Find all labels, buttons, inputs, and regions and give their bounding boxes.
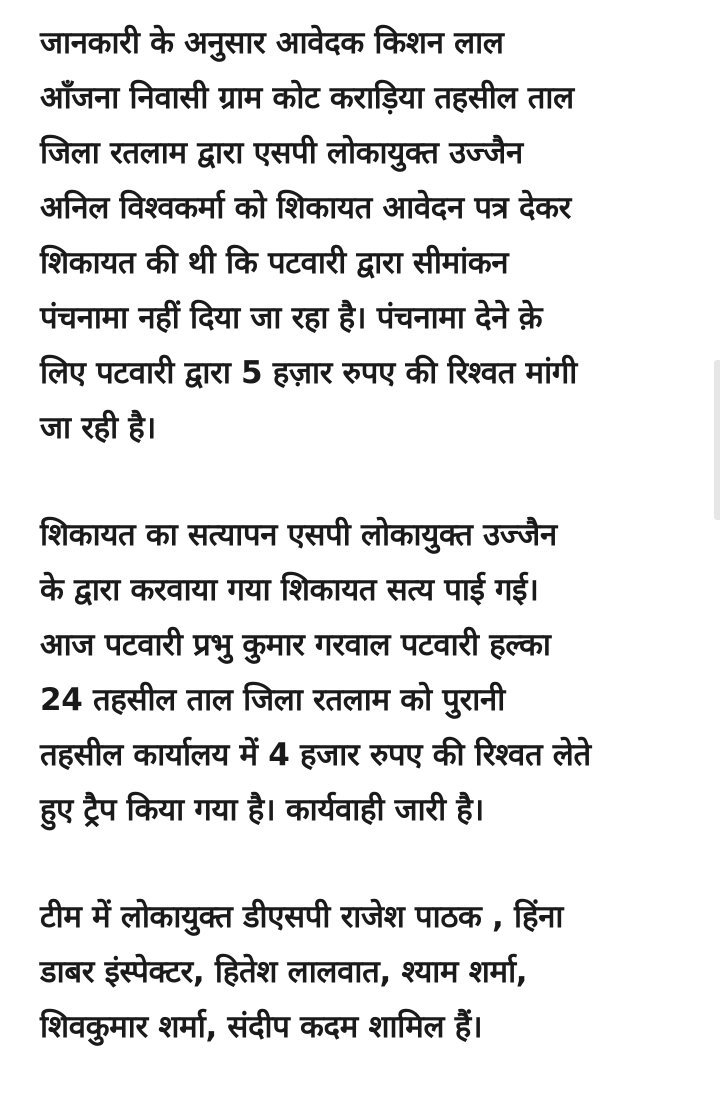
paragraph-line: लिए पटवारी द्वारा 5 हज़ार रुपए की रिश्वत मांगी [40,355,578,391]
paragraph-line: आज पटवारी प्रभु कुमार गरवाल पटवारी हल्का [40,627,551,663]
paragraph-line: शिवकुमार शर्मा, संदीप कदम शामिल हैं। [40,1009,483,1045]
paragraph-line: आँजना निवासी ग्राम कोट कराड़िया तहसील ताल [40,80,574,116]
paragraph-line: शिकायत की थी कि पटवारी द्वारा सीमांकन [40,245,509,281]
paragraph-line: हुए ट्रैप किया गया है। कार्यवाही जारी है। [40,792,484,828]
news-article-body [40,16,690,1055]
scrollbar[interactable] [714,360,720,520]
paragraph-line: जिला रतलाम द्वारा एसपी लोकायुक्त उज्जैन [40,135,523,171]
paragraph-spacer [40,838,690,890]
paragraph-line: 24 तहसील ताल जिला रतलाम को पुरानी [40,682,505,718]
paragraph-line: जानकारी के अनुसार आवेदक किशन लाल [40,25,504,61]
article-paragraph-2 [40,508,690,838]
article-paragraph-1 [40,16,690,456]
paragraph-line: अनिल विश्वकर्मा को शिकायत आवेदन पत्र देकर [40,190,572,226]
article-paragraph-3 [40,890,690,1055]
paragraph-line: तहसील कार्यालय में 4 हजार रुपए की रिश्वत लेते [40,737,591,773]
paragraph-line: के द्वारा करवाया गया शिकायत सत्य पाई गई। [40,572,539,608]
paragraph-line: डाबर इंस्पेक्टर, हितेश लालवात, श्याम शर्मा, [40,954,528,990]
paragraph-spacer [40,456,690,508]
paragraph-line: पंचनामा नहीं दिया जा रहा है। पंचनामा देने क़े [40,300,543,336]
paragraph-line: टीम में लोकायुक्त डीएसपी राजेश पाठक , हिंना [40,899,564,935]
paragraph-line: जा रही है। [40,410,156,446]
paragraph-line: शिकायत का सत्यापन एसपी लोकायुक्त उज्जैन [40,517,557,553]
